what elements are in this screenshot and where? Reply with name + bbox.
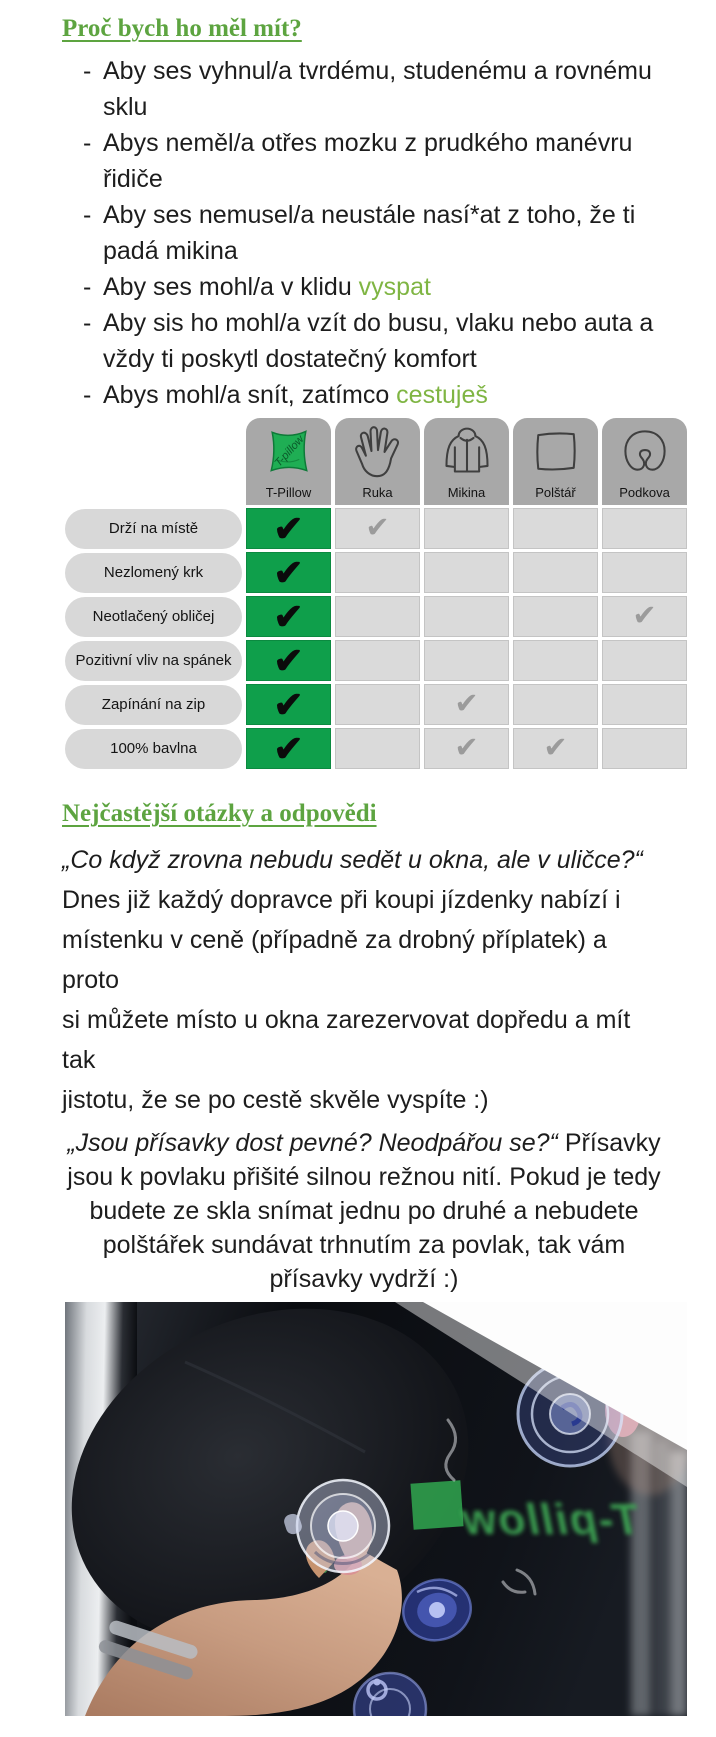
- neck-pillow-icon: [617, 423, 673, 479]
- table-cell: [335, 640, 420, 681]
- table-cell: [513, 684, 598, 725]
- benefit-text: Aby ses vyhnul/a tvrdému, studenému a rovnému sklu: [103, 57, 652, 121]
- table-cell: ✔: [246, 728, 331, 769]
- logo-green-square: [410, 1480, 463, 1529]
- product-page: [0, 13, 716, 1716]
- faq-answer: Dnes již každý dopravce při koupi jízdenky nabízí i místenku v ceně (případně za drobný příplatek) a proto si můžete místo u okna zarezervovat dopředu a mít tak jistotu, že se po cestě skvěle vyspíte :): [62, 886, 631, 1114]
- table-cell: [513, 640, 598, 681]
- table-cell: ✔: [424, 728, 509, 769]
- table-cell: [424, 596, 509, 637]
- table-cell: [602, 508, 687, 549]
- product-photo: [65, 1302, 687, 1716]
- table-cell: ✔: [602, 596, 687, 637]
- benefit-item: [103, 377, 658, 413]
- column-header-polstar: [513, 418, 598, 505]
- column-header-t-pillow: [246, 418, 331, 505]
- row-label-pill: Pozitivní vliv na spánek: [65, 641, 242, 681]
- table-cell: [602, 684, 687, 725]
- benefit-text: Aby ses nemusel/a neustále nasí*at z toho, že ti padá mikina: [103, 201, 636, 265]
- column-header-ruka: [335, 418, 420, 505]
- t-pillow-icon: [261, 423, 317, 479]
- faq-question: „Co když zrovna nebudu sedět u okna, ale v uličce?“: [62, 846, 643, 874]
- comparison-table-body: [65, 508, 687, 769]
- column-label: Mikina: [447, 485, 486, 500]
- hoodie-icon: [439, 423, 495, 479]
- table-cell: [513, 508, 598, 549]
- column-label: Podkova: [619, 485, 670, 500]
- table-cell: ✔: [246, 596, 331, 637]
- table-cell: [602, 552, 687, 593]
- row-label-pill: Nezlomený krk: [65, 553, 242, 593]
- faq-answer: Přísavky jsou k povlaku přišité silnou režnou nití. Pokud je tedy budete ze skla snímat jednu po druhé a nebudete polštářek sundávat trhnutím za povlak, tak vám přísavky vydrží :): [67, 1129, 661, 1293]
- column-label: T-Pillow: [265, 485, 312, 500]
- section-heading-why: Proč bych ho měl mít?: [62, 15, 302, 42]
- benefit-item: [103, 197, 658, 269]
- benefit-item: [103, 53, 658, 125]
- column-label: Polštář: [535, 485, 576, 500]
- benefit-highlight: vyspat: [358, 273, 431, 301]
- table-cell: ✔: [246, 684, 331, 725]
- row-label-pill: 100% bavlna: [65, 729, 242, 769]
- comparison-table: [65, 418, 687, 769]
- table-corner-spacer: [65, 418, 242, 505]
- product-photo-illustration: [65, 1302, 687, 1716]
- table-cell: [335, 552, 420, 593]
- mirrored-logo-text: T-pillow: [460, 1495, 640, 1544]
- column-header-mikina: [424, 418, 509, 505]
- table-cell: ✔: [246, 640, 331, 681]
- faq-item-suction: [48, 1126, 680, 1296]
- table-cell: ✔: [424, 684, 509, 725]
- table-cell: [335, 728, 420, 769]
- faq-item-seat: [62, 840, 666, 1120]
- table-cell: [602, 728, 687, 769]
- table-cell: ✔: [246, 552, 331, 593]
- hand-icon: [350, 423, 406, 479]
- table-cell: [335, 684, 420, 725]
- column-label: Ruka: [362, 485, 393, 500]
- table-cell: ✔: [246, 508, 331, 549]
- table-cell: [602, 640, 687, 681]
- table-cell: [513, 552, 598, 593]
- benefit-text: Abys mohl/a snít, zatímco: [103, 381, 397, 409]
- faq-question: „Jsou přísavky dost pevné? Neodpářou se?“: [67, 1129, 558, 1157]
- benefit-text: Abys neměl/a otřes mozku z prudkého manévru řidiče: [103, 129, 633, 193]
- column-header-podkova: [602, 418, 687, 505]
- table-cell: [513, 596, 598, 637]
- row-label-pill: Zapínání na zip: [65, 685, 242, 725]
- table-cell: ✔: [513, 728, 598, 769]
- benefit-item: [103, 269, 658, 305]
- row-label-pill: Drží na místě: [65, 509, 242, 549]
- benefits-list: [0, 53, 658, 413]
- benefit-item: [103, 125, 658, 197]
- benefit-text: Aby sis ho mohl/a vzít do busu, vlaku nebo auta a vždy ti poskytl dostatečný komfort: [103, 309, 654, 373]
- table-cell: [424, 552, 509, 593]
- comparison-table-header: [65, 418, 687, 505]
- table-cell: [335, 596, 420, 637]
- section-heading-faq: Nejčastější otázky a odpovědi: [62, 800, 377, 827]
- table-cell: [424, 508, 509, 549]
- table-cell: [424, 640, 509, 681]
- benefit-text: Aby ses mohl/a v klidu: [103, 273, 359, 301]
- pillow-icon: [528, 423, 584, 479]
- benefit-highlight: cestuješ: [396, 381, 488, 409]
- benefit-item: [103, 305, 658, 377]
- table-cell: ✔: [335, 508, 420, 549]
- row-label-pill: Neotlačený obličej: [65, 597, 242, 637]
- t-pillow-icon-label: T-pillow: [272, 433, 307, 470]
